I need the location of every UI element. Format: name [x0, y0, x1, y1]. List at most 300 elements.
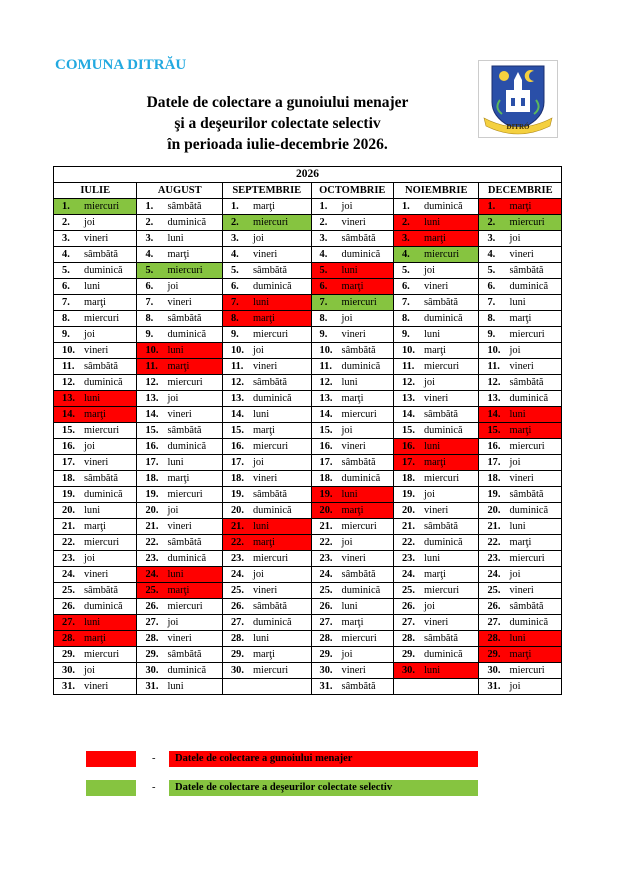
weekday-name: vineri [252, 361, 278, 372]
weekday-name: marţi [509, 201, 532, 212]
day-number: 25. [401, 585, 415, 596]
weekday-name: luni [84, 617, 101, 628]
day-number: 19. [62, 489, 75, 500]
weekday-name: marţi [167, 249, 190, 260]
collection-calendar [53, 166, 562, 695]
weekday-name: luni [167, 457, 184, 468]
day-cell [222, 423, 311, 439]
weekday-name: miercuri [84, 537, 120, 548]
weekday-name: vineri [341, 553, 366, 564]
day-number: 11. [62, 361, 75, 372]
day-number: 22. [319, 537, 333, 548]
day-cell [311, 311, 393, 327]
day-number: 26. [487, 601, 501, 612]
weekday-name: joi [252, 345, 264, 356]
day-number: 12. [62, 377, 75, 388]
weekday-name: sâmbătă [423, 409, 459, 420]
day-row [54, 391, 562, 407]
day-cell [222, 439, 311, 455]
day-cell [311, 215, 393, 231]
weekday-name: sâmbătă [84, 585, 119, 596]
day-number: 7. [401, 297, 410, 308]
weekday-name: duminică [167, 665, 207, 676]
weekday-name: joi [509, 569, 521, 580]
weekday-name: marţi [84, 633, 106, 644]
day-row [54, 679, 562, 695]
day-number: 12. [401, 377, 415, 388]
weekday-name: luni [252, 633, 270, 644]
weekday-name: joi [252, 569, 264, 580]
day-cell [311, 679, 393, 695]
day-cell [54, 343, 137, 359]
day-number: 29. [319, 649, 333, 660]
day-cell [311, 199, 393, 215]
legend-dash: - [152, 782, 156, 793]
day-cell [222, 519, 311, 535]
day-number: 16. [319, 441, 333, 452]
weekday-name: duminică [84, 377, 123, 388]
weekday-name: marţi [252, 313, 275, 324]
weekday-name: luni [84, 393, 101, 404]
day-number: 4. [145, 249, 154, 260]
day-cell [479, 599, 562, 615]
day-cell [222, 391, 311, 407]
day-number: 30. [230, 665, 244, 676]
weekday-name: joi [509, 345, 521, 356]
day-cell [393, 599, 479, 615]
day-number: 27. [230, 617, 244, 628]
day-cell [393, 343, 479, 359]
day-number: 29. [487, 649, 501, 660]
day-cell [54, 311, 137, 327]
day-cell [311, 327, 393, 343]
day-cell [311, 391, 393, 407]
weekday-name: marţi [509, 649, 532, 660]
day-number: 4. [487, 249, 496, 260]
day-cell [54, 439, 137, 455]
weekday-name: marţi [252, 537, 275, 548]
weekday-name: joi [341, 649, 353, 660]
day-cell [137, 551, 223, 567]
weekday-name: miercuri [509, 553, 545, 564]
calendar-body [54, 199, 562, 695]
weekday-name: luni [423, 329, 441, 340]
title-line-2: şi a deşeurilor colectate selectiv [174, 115, 381, 132]
weekday-name: luni [341, 489, 358, 500]
day-number: 9. [230, 329, 239, 340]
weekday-name: marţi [509, 537, 532, 548]
weekday-name: marţi [423, 457, 446, 468]
day-cell [222, 407, 311, 423]
day-cell [393, 423, 479, 439]
day-number: 23. [230, 553, 244, 564]
weekday-name: luni [509, 521, 526, 532]
day-cell [54, 599, 137, 615]
day-cell [479, 439, 562, 455]
day-number: 3. [319, 233, 328, 244]
day-cell [479, 519, 562, 535]
weekday-name: vineri [423, 393, 449, 404]
day-number: 5. [145, 265, 154, 276]
day-cell [222, 215, 311, 231]
day-row [54, 231, 562, 247]
weekday-name: sâmbătă [252, 489, 288, 500]
day-row [54, 567, 562, 583]
weekday-name: miercuri [252, 329, 289, 340]
weekday-name: vineri [509, 361, 534, 372]
day-cell [54, 567, 137, 583]
weekday-name: miercuri [252, 217, 289, 228]
day-row [54, 247, 562, 263]
weekday-name: sâmbătă [84, 361, 119, 372]
day-row [54, 551, 562, 567]
weekday-name: miercuri [423, 585, 460, 596]
day-number: 13. [230, 393, 244, 404]
weekday-name: marţi [84, 409, 106, 420]
day-number: 15. [487, 425, 501, 436]
day-number: 21. [487, 521, 501, 532]
day-cell [54, 407, 137, 423]
day-number: 13. [401, 393, 415, 404]
weekday-name: duminică [423, 201, 463, 212]
day-number: 18. [230, 473, 244, 484]
weekday-name: sâmbătă [252, 377, 288, 388]
day-number: 19. [145, 489, 159, 500]
month-header-octombrie: OCTOMBRIE [311, 183, 393, 199]
day-cell [393, 503, 479, 519]
day-cell [137, 279, 223, 295]
weekday-name: vineri [167, 521, 192, 532]
weekday-name: sâmbătă [341, 457, 376, 468]
day-number: 20. [145, 505, 159, 516]
day-number: 15. [62, 425, 75, 436]
day-cell [137, 311, 223, 327]
day-cell [222, 199, 311, 215]
day-cell [54, 471, 137, 487]
weekday-name: miercuri [509, 441, 545, 452]
weekday-name: duminică [252, 505, 292, 516]
day-number: 17. [487, 457, 501, 468]
day-number: 25. [62, 585, 75, 596]
day-cell [311, 279, 393, 295]
weekday-name: miercuri [509, 665, 545, 676]
day-number: 20. [62, 505, 75, 516]
weekday-name: duminică [341, 473, 381, 484]
weekday-name: miercuri [167, 265, 203, 276]
day-cell [137, 615, 223, 631]
day-cell [137, 519, 223, 535]
day-cell [222, 375, 311, 391]
day-number: 2. [319, 217, 328, 228]
weekday-name: luni [423, 217, 441, 228]
day-cell [54, 519, 137, 535]
day-number: 16. [145, 441, 159, 452]
day-number: 8. [230, 313, 239, 324]
day-number: 26. [145, 601, 159, 612]
day-cell [222, 327, 311, 343]
weekday-name: joi [84, 217, 95, 228]
day-number: 14. [401, 409, 415, 420]
weekday-name: sâmbătă [252, 601, 288, 612]
weekday-name: luni [167, 681, 184, 692]
weekday-name: miercuri [341, 633, 377, 644]
day-cell [137, 343, 223, 359]
day-number: 7. [230, 297, 239, 308]
weekday-name: miercuri [252, 665, 289, 676]
weekday-name: joi [341, 313, 353, 324]
day-number: 8. [62, 313, 70, 324]
day-number: 4. [62, 249, 70, 260]
day-cell [393, 391, 479, 407]
day-number: 10. [319, 345, 333, 356]
day-cell [479, 279, 562, 295]
day-cell [393, 311, 479, 327]
day-number: 7. [319, 297, 328, 308]
day-cell [479, 455, 562, 471]
weekday-name: duminică [509, 505, 549, 516]
day-cell [222, 359, 311, 375]
day-cell [479, 487, 562, 503]
day-row [54, 215, 562, 231]
weekday-name: sâmbătă [423, 521, 459, 532]
day-number: 17. [62, 457, 75, 468]
weekday-name: duminică [341, 249, 381, 260]
weekday-name: joi [509, 233, 521, 244]
day-number: 28. [62, 633, 75, 644]
day-number: 24. [319, 569, 333, 580]
weekday-name: sâmbătă [84, 249, 119, 260]
day-number: 15. [401, 425, 415, 436]
day-number: 6. [487, 281, 496, 292]
month-header-iulie: IULIE [54, 183, 137, 199]
day-cell [479, 231, 562, 247]
day-cell [137, 583, 223, 599]
day-cell [311, 455, 393, 471]
day-number: 10. [401, 345, 415, 356]
weekday-name: sâmbătă [167, 201, 202, 212]
day-number: 3. [487, 233, 496, 244]
day-cell [393, 199, 479, 215]
day-cell [222, 535, 311, 551]
weekday-name: joi [84, 441, 95, 452]
day-number: 29. [145, 649, 159, 660]
day-number: 13. [487, 393, 501, 404]
day-number: 31. [487, 681, 501, 692]
weekday-name: duminică [167, 553, 207, 564]
day-number: 5. [401, 265, 410, 276]
day-number: 10. [487, 345, 501, 356]
day-cell [393, 295, 479, 311]
weekday-name: luni [509, 409, 526, 420]
day-cell [479, 631, 562, 647]
weekday-name: vineri [509, 473, 534, 484]
day-cell [137, 663, 223, 679]
weekday-name: luni [167, 569, 184, 580]
day-cell [54, 231, 137, 247]
day-number: 27. [401, 617, 415, 628]
weekday-name: sâmbătă [509, 489, 544, 500]
weekday-name: joi [167, 393, 179, 404]
day-cell [137, 199, 223, 215]
day-number: 11. [145, 361, 158, 372]
day-cell [137, 647, 223, 663]
day-row [54, 279, 562, 295]
day-number: 31. [145, 681, 159, 692]
day-cell [393, 615, 479, 631]
day-number: 24. [487, 569, 501, 580]
day-cell [137, 487, 223, 503]
day-cell [54, 199, 137, 215]
day-number: 20. [319, 505, 333, 516]
month-header-noiembrie: NOIEMBRIE [393, 183, 479, 199]
year-header: 2026 [54, 167, 562, 183]
title-line-1: Datele de colectare a gunoiului menajer [146, 94, 409, 111]
day-number: 21. [401, 521, 415, 532]
day-cell [222, 231, 311, 247]
legend-dash: - [152, 753, 156, 764]
day-cell [311, 631, 393, 647]
day-cell [54, 295, 137, 311]
day-number: 9. [319, 329, 328, 340]
day-cell [479, 295, 562, 311]
day-number: 30. [319, 665, 333, 676]
weekday-name: vineri [423, 505, 449, 516]
day-cell [479, 567, 562, 583]
day-cell [479, 215, 562, 231]
day-row [54, 519, 562, 535]
day-number: 6. [401, 281, 410, 292]
weekday-name: joi [252, 457, 264, 468]
day-cell [393, 231, 479, 247]
day-cell [311, 343, 393, 359]
day-row [54, 535, 562, 551]
weekday-name: marţi [252, 649, 275, 660]
weekday-name: miercuri [167, 489, 203, 500]
day-row [54, 295, 562, 311]
weekday-name: vineri [341, 329, 366, 340]
weekday-name: duminică [423, 313, 463, 324]
day-number: 15. [319, 425, 333, 436]
weekday-name: marţi [341, 505, 364, 516]
day-cell [222, 583, 311, 599]
day-cell [311, 359, 393, 375]
day-number: 29. [230, 649, 244, 660]
day-number: 4. [230, 249, 239, 260]
day-number: 31. [62, 681, 75, 692]
day-number: 16. [401, 441, 415, 452]
day-number: 30. [487, 665, 501, 676]
day-number: 9. [401, 329, 410, 340]
weekday-name: vineri [167, 297, 192, 308]
day-number: 21. [230, 521, 244, 532]
day-number: 27. [487, 617, 501, 628]
day-number: 14. [319, 409, 333, 420]
day-row [54, 583, 562, 599]
day-number: 18. [401, 473, 415, 484]
day-cell [222, 455, 311, 471]
day-number: 16. [487, 441, 501, 452]
day-cell [222, 631, 311, 647]
day-number: 25. [145, 585, 159, 596]
day-row [54, 375, 562, 391]
day-number: 17. [319, 457, 333, 468]
day-cell [137, 247, 223, 263]
day-cell [54, 679, 137, 695]
day-cell [393, 263, 479, 279]
weekday-name: vineri [167, 409, 192, 420]
day-number: 3. [230, 233, 239, 244]
weekday-name: vineri [252, 249, 278, 260]
day-number: 15. [145, 425, 159, 436]
day-number: 9. [62, 329, 70, 340]
day-number: 18. [145, 473, 159, 484]
day-cell [479, 407, 562, 423]
day-cell [54, 551, 137, 567]
day-cell [137, 263, 223, 279]
weekday-name: miercuri [423, 473, 460, 484]
day-cell [54, 631, 137, 647]
day-number: 26. [62, 601, 75, 612]
day-cell [479, 343, 562, 359]
legend-household-label: Datele de colectare a gunoiului menajer [169, 751, 478, 767]
day-number: 24. [230, 569, 244, 580]
day-row [54, 311, 562, 327]
day-cell [54, 615, 137, 631]
weekday-name: sâmbătă [341, 345, 376, 356]
day-number: 16. [230, 441, 244, 452]
weekday-name: luni [167, 345, 184, 356]
day-cell [479, 471, 562, 487]
day-cell [54, 535, 137, 551]
day-cell [54, 391, 137, 407]
title-line-3: în perioada iulie-decembrie 2026. [167, 136, 388, 153]
day-number: 19. [487, 489, 501, 500]
day-cell [479, 375, 562, 391]
day-cell [311, 247, 393, 263]
day-cell [311, 295, 393, 311]
weekday-name: marţi [252, 201, 275, 212]
day-cell [393, 647, 479, 663]
weekday-name: vineri [509, 249, 534, 260]
day-number: 10. [62, 345, 75, 356]
day-number: 28. [401, 633, 415, 644]
weekday-name: joi [341, 425, 353, 436]
day-cell [479, 663, 562, 679]
day-number: 2. [401, 217, 410, 228]
day-cell [54, 663, 137, 679]
day-cell [222, 247, 311, 263]
day-number: 7. [145, 297, 154, 308]
day-cell [311, 567, 393, 583]
day-cell [479, 679, 562, 695]
weekday-name: luni [341, 265, 358, 276]
weekday-name: luni [252, 297, 270, 308]
day-number: 2. [145, 217, 154, 228]
day-row [54, 471, 562, 487]
day-cell [479, 535, 562, 551]
day-number: 27. [62, 617, 75, 628]
day-cell [54, 247, 137, 263]
day-number: 28. [487, 633, 501, 644]
day-cell [137, 535, 223, 551]
weekday-name: luni [423, 441, 441, 452]
weekday-name: miercuri [252, 441, 289, 452]
day-number: 6. [230, 281, 239, 292]
day-cell [137, 359, 223, 375]
day-number: 9. [487, 329, 496, 340]
day-cell [54, 359, 137, 375]
day-number: 2. [62, 217, 70, 228]
